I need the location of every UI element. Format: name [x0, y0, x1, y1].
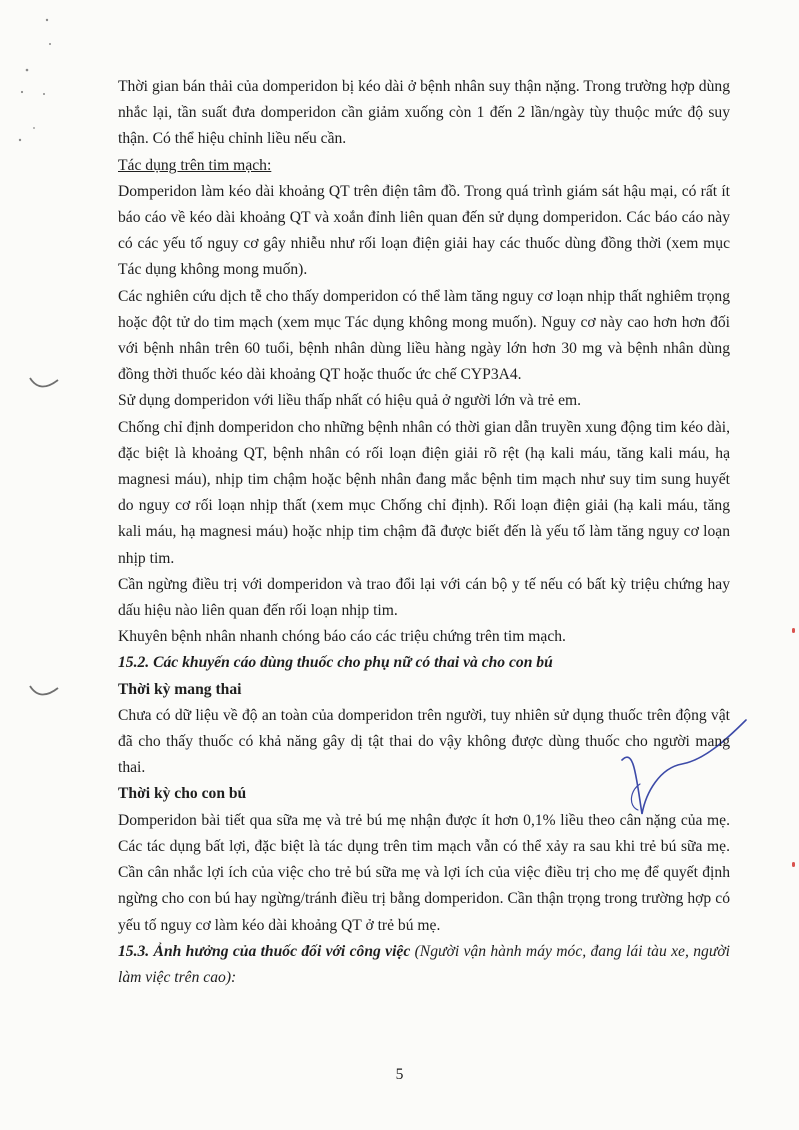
subheading-lactation: Thời kỳ cho con bú: [118, 785, 247, 803]
paragraph-renal: Thời gian bán thải của domperidon bị kéo dài ở bệnh nhân suy thận nặng. Trong trường hợp dùng nhắc lại, tần suất đưa domperidon cần giảm xuống còn 1 đến 2 lần/ngày tùy thuộc mức độ suy thận. Có thể hiệu chỉnh liều nếu cần.: [118, 78, 730, 148]
paragraph-report-symptoms: Khuyên bệnh nhân nhanh chóng báo cáo các triệu chứng trên tim mạch.: [118, 628, 566, 646]
paragraph-epidemiology: Các nghiên cứu dịch tễ cho thấy domperidon có thể làm tăng nguy cơ loạn nhịp thất nghiêm trọng hoặc đột tử do tim mạch (xem mục Tác dụng không mong muốn). Nguy cơ này cao hơn hơn đối với bệnh nhân trên 60 tuổi, bệnh nhân dùng liều hàng ngày lớn hơn 30 mg và bệnh nhân dùng đồng thời thuốc kéo dài khoảng QT hoặc thuốc ức chế CYP3A4.: [118, 287, 730, 384]
subheading-cardio: Tác dụng trên tim mạch:: [118, 156, 272, 174]
heading-15-2: 15.2. Các khuyến cáo dùng thuốc cho phụ nữ có thai và cho con bú: [118, 654, 553, 672]
paragraph-qt: Domperidon làm kéo dài khoảng QT trên điện tâm đồ. Trong quá trình giám sát hậu mại, có rất ít báo cáo về kéo dài khoảng QT và xoắn đỉnh liên quan đến sử dụng domperidon. Các báo cáo này có các yếu tố nguy cơ gây nhiễu như rối loạn điện giải hay các thuốc dùng đồng thời (xem mục Tác dụng không mong muốn).: [118, 182, 730, 279]
edge-mark: [792, 628, 795, 633]
paragraph-stop-treatment: Cần ngừng điều trị với domperidon và trao đổi lại với cán bộ y tế nếu có bất kỳ triệu chứng hay dấu hiệu nào liên quan đến rối loạn nhịp tim.: [118, 575, 730, 620]
paragraph-contraindication: Chống chỉ định domperidon cho những bệnh nhân có thời gian dẫn truyền xung động tim kéo dài, đặc biệt là khoảng QT, bệnh nhân có rối loạn điện giải rõ rệt (hạ kali máu, tăng kali máu, hạ magnesi máu), nhịp tim chậm hoặc bệnh nhân đang mắc bệnh tim mạch như suy tim sung huyết do nguy cơ rối loạn nhịp thất (xem mục Chống chỉ định). Rối loạn điện giải (hạ kali máu, tăng kali máu, hạ magnesi máu) hoặc nhịp tim chậm đã được biết đến là yếu tố làm tăng nguy cơ loạn nhịp tim.: [118, 418, 730, 567]
subheading-pregnancy: Thời kỳ mang thai: [118, 680, 242, 698]
heading-15-3: [118, 939, 730, 991]
edge-mark: [792, 862, 795, 867]
heading-15-3-note: (Người vận hành máy móc, đang lái tàu xe, người làm việc trên cao):: [118, 942, 730, 986]
paragraph-pregnancy: Chưa có dữ liệu về độ an toàn của domperidon trên người, tuy nhiên sử dụng thuốc trên động vật đã cho thấy thuốc có khả năng gây dị tật thai do vậy không được dùng thuốc cho người mang thai.: [118, 706, 730, 777]
heading-15-3-title: 15.3. Ảnh hưởng của thuốc đối với công việc: [118, 942, 411, 960]
page-number: 5: [395, 1066, 404, 1083]
paragraph-lowest-dose: Sử dụng domperidon với liều thấp nhất có hiệu quả ở người lớn và trẻ em.: [118, 392, 582, 410]
paragraph-lactation: Domperidon bài tiết qua sữa mẹ và trẻ bú mẹ nhận được ít hơn 0,1% liều theo cân nặng của mẹ. Các tác dụng bất lợi, đặc biệt là tác dụng trên tim mạch vẫn có thể xảy ra sau khi trẻ bú sữa mẹ. Cần cân nhắc lợi ích của việc cho trẻ bú sữa mẹ và lợi ích của việc điều trị cho mẹ để quyết định ngừng cho con bú hay ngừng/tránh điều trị bằng domperidon. Cần thận trọng trong trường hợp có yếu tố nguy cơ làm kéo dài khoảng QT ở trẻ bú mẹ.: [118, 811, 730, 934]
document-body: [118, 74, 730, 991]
